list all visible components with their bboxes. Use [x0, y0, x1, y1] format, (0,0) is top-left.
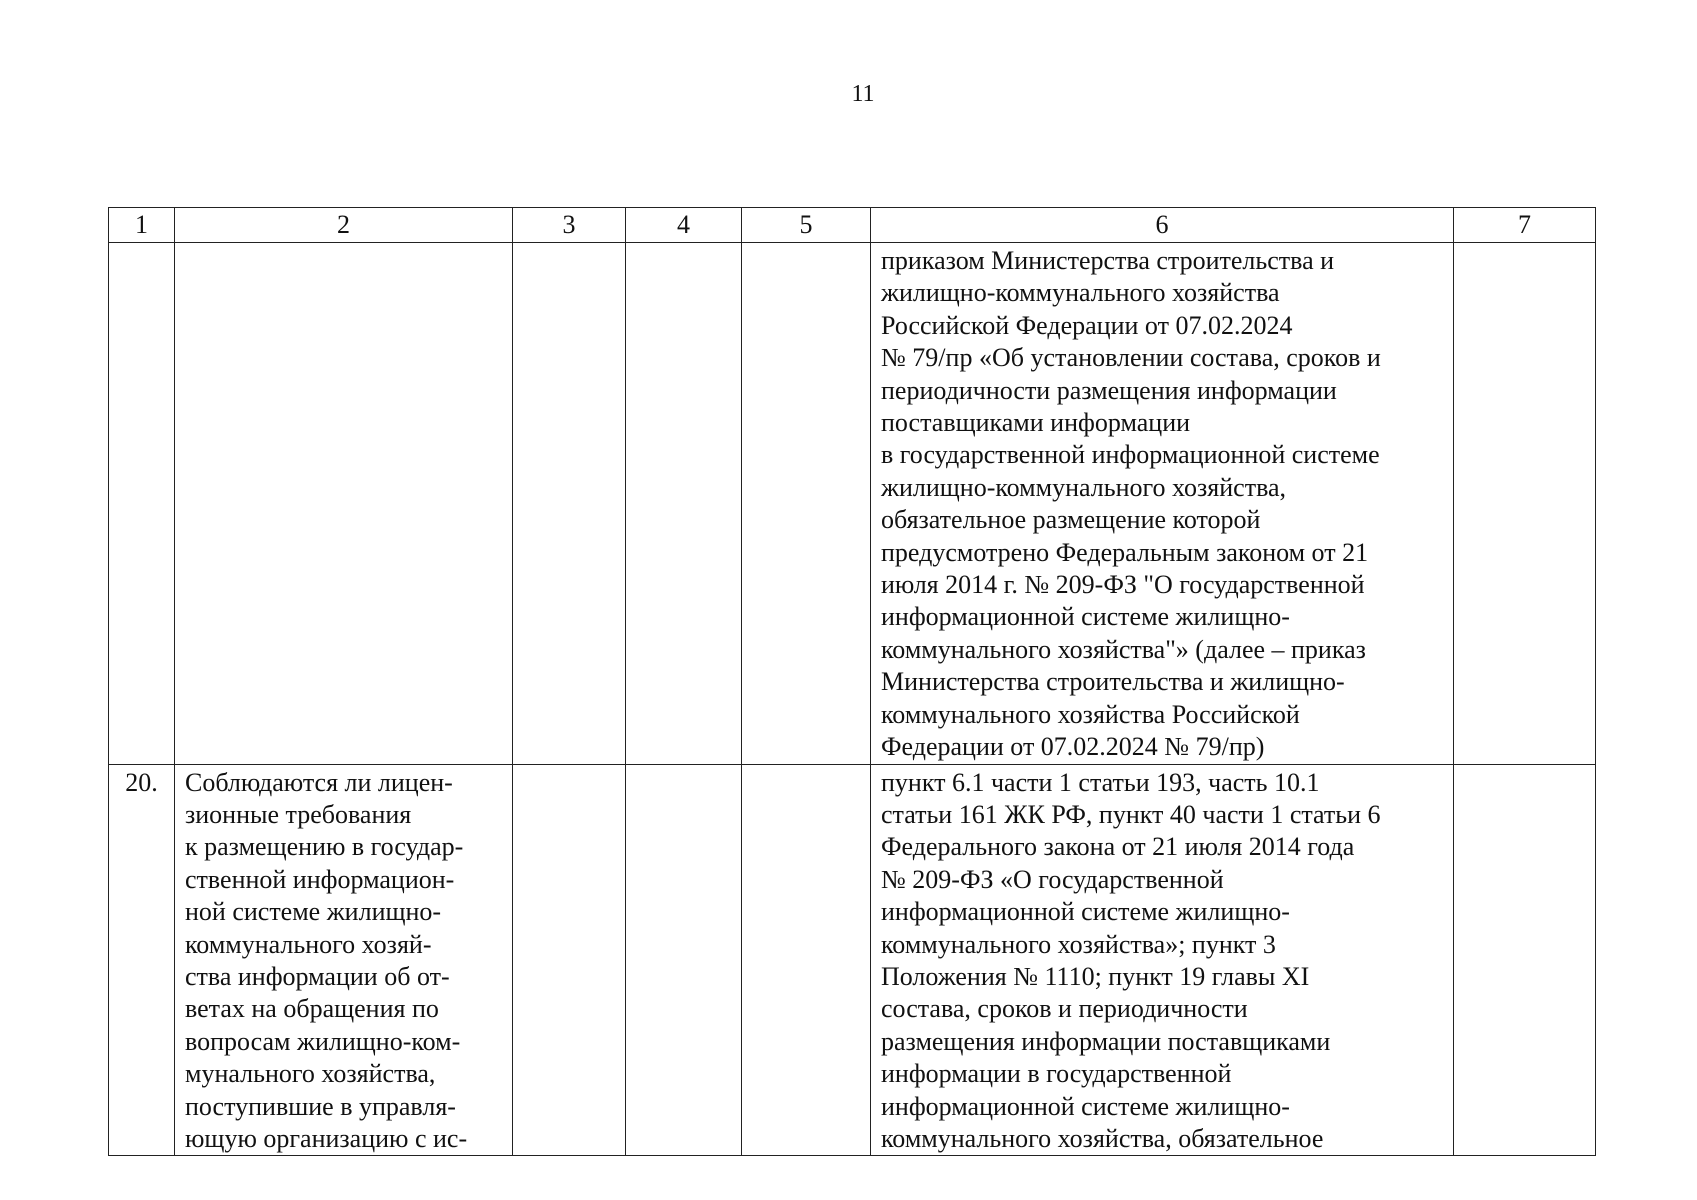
legal-basis-cell	[871, 243, 1454, 765]
header-col-3: 3	[513, 208, 626, 243]
col3-text	[513, 243, 625, 245]
question-text: Соблюдаются ли лицен- зионные требования к размещению в государ- ственной информацион- ной системе жилищно- коммунального хозяй- ства информации об от- ветах на обращения по вопросам жилищно-ком- мунального хозяйства, поступившие в управля- ющую организацию с ис-	[185, 767, 468, 1153]
legal-basis-cell	[871, 764, 1454, 1156]
col5-text	[742, 765, 870, 767]
requirements-table	[108, 207, 1596, 1156]
header-col-7: 7	[1454, 208, 1596, 243]
col3-cell	[513, 243, 626, 765]
col7-text	[1454, 243, 1595, 245]
header-col-5: 5	[742, 208, 871, 243]
header-col-1: 1	[109, 208, 175, 243]
col5-text	[742, 243, 870, 245]
question-text	[175, 243, 512, 245]
table-row	[109, 764, 1596, 1156]
page-number: 11	[851, 81, 875, 107]
col4-text	[626, 765, 741, 767]
col5-cell	[742, 764, 871, 1156]
legal-basis-text: пункт 6.1 части 1 статьи 193, часть 10.1 статьи 161 ЖК РФ, пункт 40 части 1 статьи 6 Федерального закона от 21 июля 2014 года № 209-ФЗ «О государственной информационной системе жилищно- коммунального хозяйства»; пункт 3 Положения № 1110; пункт 19 главы XI состава, сроков и периодичности размещения информации поставщиками информации в государственной информационной системе жилищно- коммунального хозяйства, обязательное	[881, 767, 1381, 1153]
row-number-cell	[109, 764, 175, 1156]
col7-cell	[1454, 764, 1596, 1156]
question-cell	[175, 764, 513, 1156]
col4-cell	[626, 764, 742, 1156]
header-col-6: 6	[871, 208, 1454, 243]
col4-cell	[626, 243, 742, 765]
row-number: 20.	[125, 767, 158, 797]
row-number-cell	[109, 243, 175, 765]
col3-text	[513, 765, 625, 767]
col5-cell	[742, 243, 871, 765]
legal-basis-text: приказом Министерства строительства и жилищно-коммунального хозяйства Российской Федерации от 07.02.2024 № 79/пр «Об установлении состава, сроков и периодичности размещения информации поставщиками информации в государственной информационной системе жилищно-коммунального хозяйства, обязательное размещение которой предусмотрено Федеральным законом от 21 июля 2014 г. № 209-ФЗ "О государственной информационной системе жилищно- коммунального хозяйства"» (далее – приказ Министерства строительства и жилищно- коммунального хозяйства Российской Федерации от 07.02.2024 № 79/пр)	[881, 246, 1381, 762]
question-cell	[175, 243, 513, 765]
col7-cell	[1454, 243, 1596, 765]
header-col-4: 4	[626, 208, 742, 243]
row-number	[109, 243, 174, 245]
table-header-row	[109, 208, 1596, 243]
table-row	[109, 243, 1596, 765]
col3-cell	[513, 764, 626, 1156]
header-col-2: 2	[175, 208, 513, 243]
col7-text	[1454, 765, 1595, 767]
col4-text	[626, 243, 741, 245]
